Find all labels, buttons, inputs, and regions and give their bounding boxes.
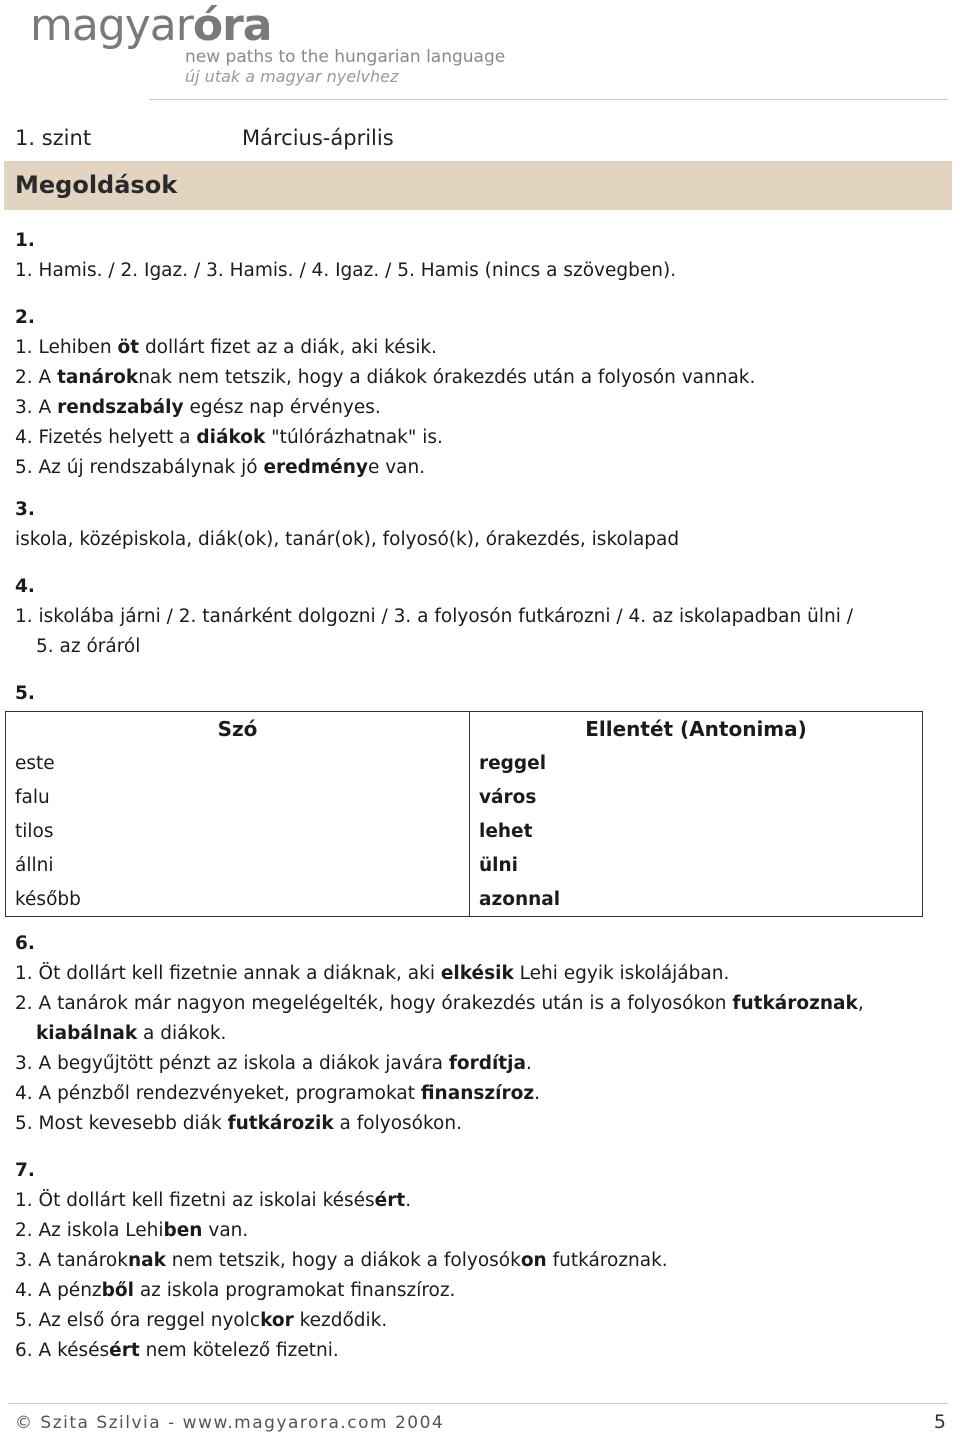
solutions-title: Megoldások <box>15 171 178 199</box>
logo-word-start: magyar <box>30 0 193 51</box>
antonym-cell: lehet <box>470 814 923 848</box>
antonym-cell: város <box>470 780 923 814</box>
word-cell: állni <box>6 848 470 882</box>
section-4-line-1: 1. iskolába járni / 2. tanárként dolgozni / 3. a folyosón futkározni / 4. az iskolapadban ülni / <box>15 606 853 627</box>
section-5-number: 5. <box>15 683 35 704</box>
solutions-banner <box>4 161 952 210</box>
page-number: 5 <box>933 1411 946 1433</box>
section-7-line-4: 4. A pénzből az iskola programokat finanszíroz. <box>15 1280 456 1301</box>
section-7-line-6: 6. A késésért nem kötelező fizetni. <box>15 1340 339 1361</box>
antonym-table <box>5 711 923 917</box>
header-word: Szó <box>6 712 470 747</box>
footer-copyright: © Szita Szilvia - www.magyarora.com 2004 <box>15 1413 445 1433</box>
section-6-line-2-cont: kiabálnak a diákok. <box>36 1023 227 1044</box>
section-2-line-5: 5. Az új rendszabálynak jó eredménye van. <box>15 457 426 478</box>
section-7-line-1: 1. Öt dollárt kell fizetni az iskolai késésért. <box>15 1190 412 1211</box>
section-7-line-3: 3. A tanároknak nem tetszik, hogy a diákok a folyosókon futkároznak. <box>15 1250 668 1271</box>
logo-wordmark <box>30 2 550 50</box>
magyarora-logo <box>30 2 550 92</box>
section-2-line-1: 1. Lehiben öt dollárt fizet az a diák, aki késik. <box>15 337 437 358</box>
section-4-number: 4. <box>15 576 35 597</box>
table-row <box>6 814 923 848</box>
section-2-number: 2. <box>15 307 35 328</box>
table-row <box>6 882 923 917</box>
header-antonym: Ellentét (Antonima) <box>470 712 923 747</box>
word-cell: tilos <box>6 814 470 848</box>
section-3-number: 3. <box>15 499 35 520</box>
section-7-line-5: 5. Az első óra reggel nyolckor kezdődik. <box>15 1310 388 1331</box>
section-2-line-2: 2. A tanároknak nem tetszik, hogy a diákok órakezdés után a folyosón vannak. <box>15 367 756 388</box>
section-6-line-3: 3. A begyűjtött pénzt az iskola a diákok javára fordítja. <box>15 1053 532 1074</box>
section-4-line-2: 5. az óráról <box>36 636 141 657</box>
footer-divider <box>8 1403 948 1404</box>
section-3-answers: iskola, középiskola, diák(ok), tanár(ok), folyosó(k), órakezdés, iskolapad <box>15 529 680 550</box>
section-1-number: 1. <box>15 230 35 251</box>
section-2-line-3: 3. A rendszabály egész nap érvényes. <box>15 397 381 418</box>
level-label: 1. szint <box>15 126 92 150</box>
table-row <box>6 848 923 882</box>
section-6-line-5: 5. Most kevesebb diák futkározik a folyosókon. <box>15 1113 462 1134</box>
header-divider <box>150 99 948 100</box>
antonym-cell: reggel <box>470 746 923 780</box>
level-line <box>15 126 394 150</box>
logo-word-end: óra <box>192 0 272 51</box>
word-cell: falu <box>6 780 470 814</box>
section-1-answers: 1. Hamis. / 2. Igaz. / 3. Hamis. / 4. Igaz. / 5. Hamis (nincs a szövegben). <box>15 260 677 281</box>
word-cell: később <box>6 882 470 917</box>
section-7-line-2: 2. Az iskola Lehiben van. <box>15 1220 249 1241</box>
word-cell: este <box>6 746 470 780</box>
logo-tagline-hu: új utak a magyar nyelvhez <box>185 67 399 86</box>
section-6-line-2: 2. A tanárok már nagyon megelégelték, hogy órakezdés után is a folyosókon futkároznak, <box>15 993 864 1014</box>
solutions-content <box>15 226 940 1366</box>
antonym-cell: ülni <box>470 848 923 882</box>
antonym-cell: azonnal <box>470 882 923 917</box>
table-row <box>6 746 923 780</box>
section-7-number: 7. <box>15 1160 35 1181</box>
section-6-line-1: 1. Öt dollárt kell fizetnie annak a diáknak, aki elkésik Lehi egyik iskolájában. <box>15 963 730 984</box>
logo-tagline-en: new paths to the hungarian language <box>185 47 506 67</box>
antonym-table-header <box>6 712 923 747</box>
table-row <box>6 780 923 814</box>
section-2-line-4: 4. Fizetés helyett a diákok "túlórázhatnak" is. <box>15 427 443 448</box>
period-label: Március-április <box>242 126 394 150</box>
section-6-number: 6. <box>15 933 35 954</box>
section-6-line-4: 4. A pénzből rendezvényeket, programokat finanszíroz. <box>15 1083 540 1104</box>
